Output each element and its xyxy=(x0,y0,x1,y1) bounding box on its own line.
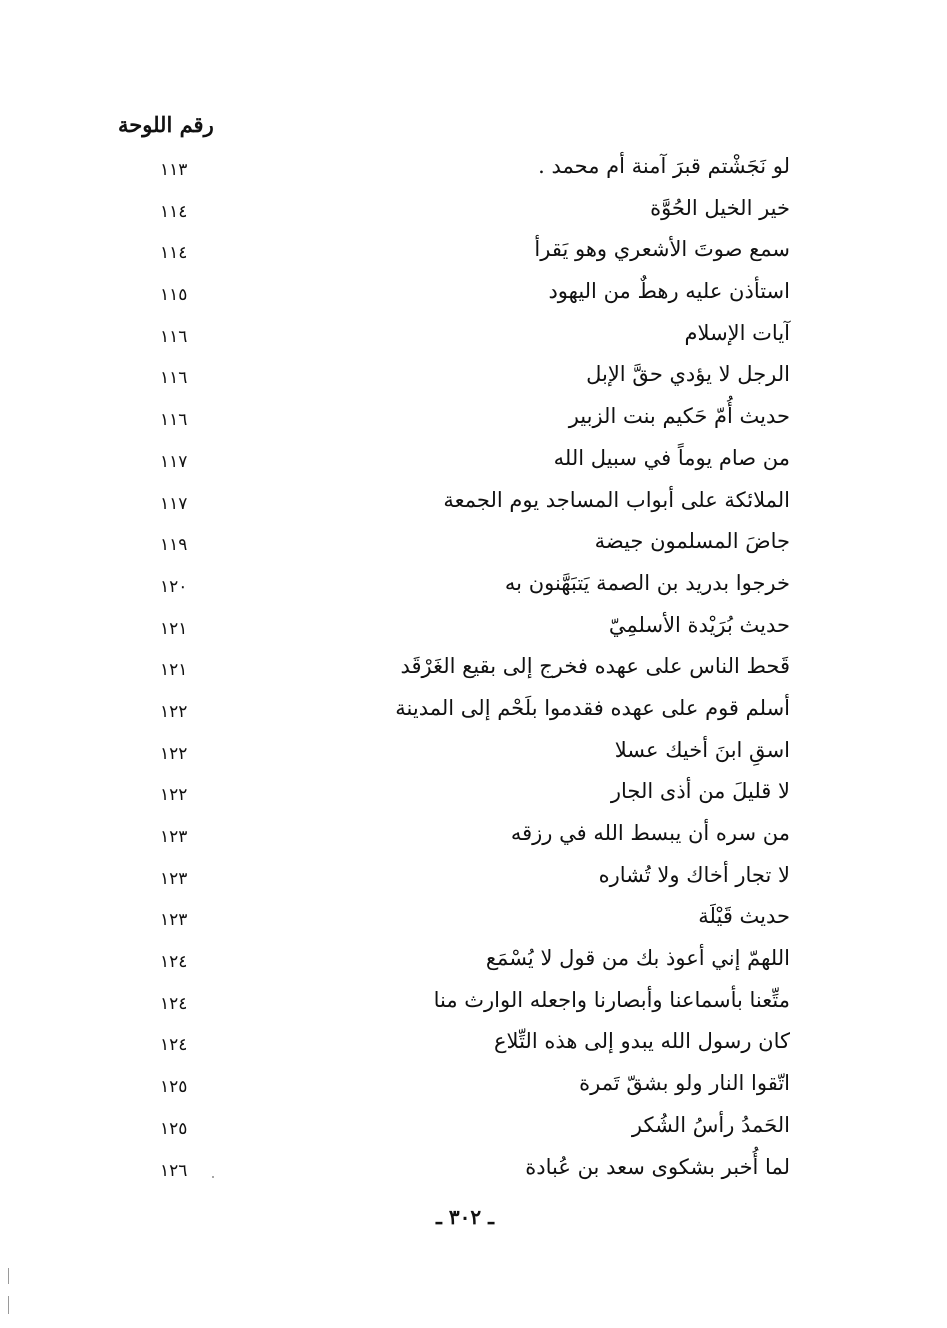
entry-plate-number: ١٢٢ xyxy=(160,701,188,722)
entry-plate-number: ١٢٠ xyxy=(160,576,188,597)
scan-speck xyxy=(212,1176,214,1178)
plate-number-column-header: رقم اللوحة xyxy=(118,112,214,137)
entry-plate-number: ١١٧ xyxy=(160,493,188,514)
index-entry xyxy=(150,609,790,651)
entry-plate-number: ١١٤ xyxy=(160,201,188,222)
entry-title: متِّعنا بأسماعنا وأبصارنا واجعله الوارث منا xyxy=(433,987,790,1012)
entry-title: حديث قَيْلَة xyxy=(698,904,790,929)
index-entry xyxy=(150,900,790,942)
index-entry xyxy=(150,942,790,984)
index-entry xyxy=(150,400,790,442)
entry-plate-number: ١٢٥ xyxy=(160,1118,188,1139)
index-entry xyxy=(150,1025,790,1067)
entry-plate-number: ١١٤ xyxy=(160,243,188,264)
entry-plate-number: ١٢٣ xyxy=(160,827,188,847)
entry-plate-number: ١٢٢ xyxy=(160,785,188,806)
index-entry xyxy=(150,859,790,901)
index-entry xyxy=(150,692,790,734)
entry-plate-number: ١٢٤ xyxy=(160,993,188,1014)
index-entry xyxy=(150,150,790,192)
entry-plate-number: ١١٦ xyxy=(160,326,188,347)
entry-title: لا قليلَ من أذى الجار xyxy=(610,779,790,804)
entry-plate-number: ١٢٥ xyxy=(160,1077,188,1098)
entry-title: اللهمّ إني أعوذ بك من قول لا يُسْمَع xyxy=(485,946,790,971)
entry-title: قَحط الناس على عهده فخرج إلى بقيع الغَرْقَد xyxy=(400,654,790,679)
entry-plate-number: ١٢٣ xyxy=(160,868,188,889)
index-entry xyxy=(150,567,790,609)
entry-title: خرجوا بدريد بن الصمة يَتبَهَّنون به xyxy=(504,570,790,595)
entry-plate-number: ١١٥ xyxy=(160,285,188,306)
entry-title: جاضَ المسلمون جيضة xyxy=(594,529,790,554)
index-entries-list xyxy=(150,150,790,1192)
entry-title: خير الخيل الحُوَّة xyxy=(650,195,790,220)
entry-plate-number: ١١٦ xyxy=(160,368,188,389)
entry-plate-number: ١١٦ xyxy=(160,410,188,431)
entry-title: الحَمدُ رأسُ الشُكر xyxy=(631,1112,790,1137)
index-entry xyxy=(150,275,790,317)
index-entry xyxy=(150,1109,790,1151)
entry-title: آيات الإسلام xyxy=(684,320,790,345)
entry-title: أسلم قوم على عهده فقدموا بلَحْم إلى المدينة xyxy=(395,695,790,720)
index-entry xyxy=(150,817,790,859)
index-entry xyxy=(150,192,790,234)
entry-title: سمع صوتَ الأشعري وهو يَقرأ xyxy=(534,237,790,262)
index-entry xyxy=(150,233,790,275)
entry-plate-number: ١٢٤ xyxy=(160,952,188,973)
entry-plate-number: ١١٩ xyxy=(160,535,188,556)
index-entry xyxy=(150,442,790,484)
entry-title: لما أُخبر بشكوى سعد بن عُبادة xyxy=(525,1154,790,1179)
entry-title: الملائكة على أبواب المساجد يوم الجمعة xyxy=(443,487,790,512)
entry-title: اتّقوا النار ولو بشقّ تَمرة xyxy=(579,1071,790,1096)
entry-plate-number: ١٢٦ xyxy=(160,1160,188,1181)
entry-plate-number: ١١٣ xyxy=(160,160,188,180)
entry-title: الرجل لا يؤدي حقَّ الإبل xyxy=(586,362,790,387)
index-entry xyxy=(150,650,790,692)
entry-title: كان رسول الله يبدو إلى هذه التِّلاع xyxy=(494,1029,790,1054)
entry-plate-number: ١٢٣ xyxy=(160,910,188,931)
entry-title: لا تجار أخاك ولا تُشاره xyxy=(598,862,790,887)
entry-title: من سره أن يبسط الله في رزقه xyxy=(510,821,790,845)
page-number: ـ ٣٠٢ ـ xyxy=(436,1205,494,1229)
index-entry xyxy=(150,1067,790,1109)
entry-title: استأذن عليه رهطٌ من اليهود xyxy=(548,279,790,304)
entry-title: من صام يوماً في سبيل الله xyxy=(553,445,790,470)
entry-plate-number: ١٢١ xyxy=(160,660,188,681)
entry-plate-number: ١٢٢ xyxy=(160,743,188,764)
index-entry xyxy=(150,984,790,1026)
entry-plate-number: ١٢٤ xyxy=(160,1035,188,1056)
entry-title: حديث أُمّ حَكيم بنت الزبير xyxy=(568,404,790,429)
scan-edge-mark xyxy=(8,1268,9,1284)
index-entry xyxy=(150,775,790,817)
entry-plate-number: ١١٧ xyxy=(160,451,188,472)
index-entry xyxy=(150,1151,790,1193)
index-entry xyxy=(150,358,790,400)
index-entry xyxy=(150,734,790,776)
index-entry xyxy=(150,525,790,567)
entry-plate-number: ١٢١ xyxy=(160,618,188,639)
entry-title: لو نَجَشْتم قبرَ آمنة أم محمد . xyxy=(538,154,790,178)
entry-title: حديث بُرَيْدة الأسلمِيّ xyxy=(608,612,790,637)
scan-edge-mark xyxy=(8,1296,9,1314)
index-entry xyxy=(150,484,790,526)
index-entry xyxy=(150,317,790,359)
entry-title: اسقِ ابنَ أخيك عسلا xyxy=(614,737,790,762)
